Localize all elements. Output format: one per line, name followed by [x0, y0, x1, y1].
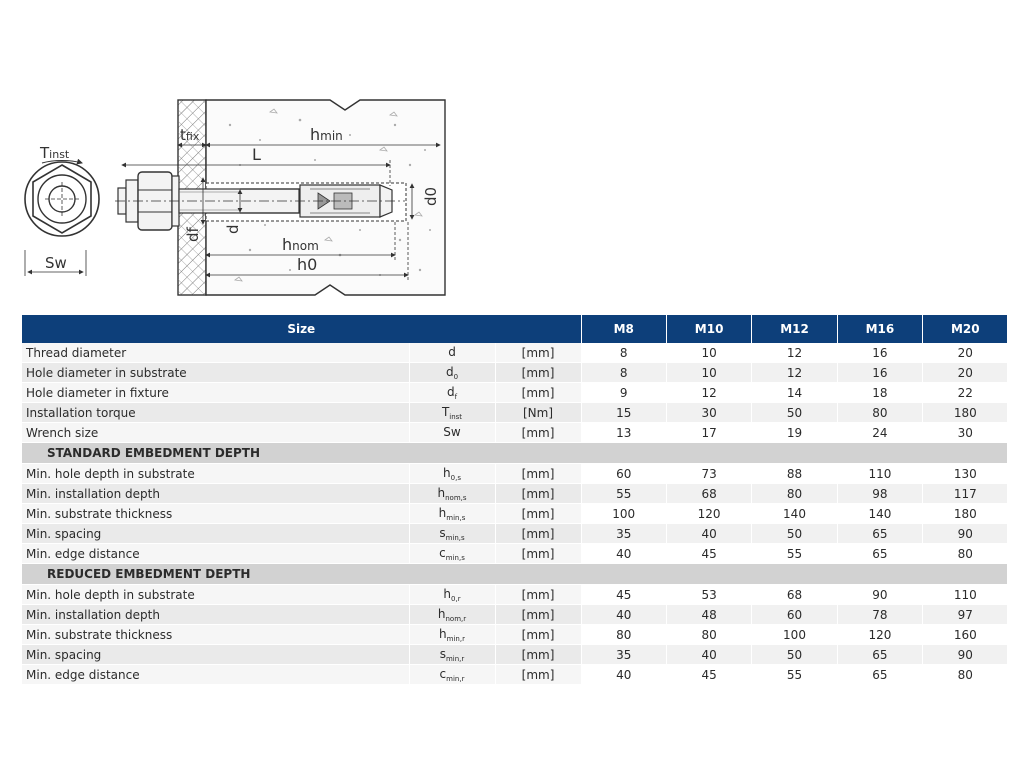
symbol-main: Sw	[443, 424, 461, 439]
row-value: 180	[923, 403, 1008, 423]
row-symbol	[409, 524, 495, 544]
row-value: 117	[923, 484, 1008, 504]
table-row	[22, 504, 1008, 524]
row-value: 80	[923, 665, 1008, 685]
row-unit: [Nm]	[495, 403, 581, 423]
section-reduced-embedment-title: REDUCED EMBEDMENT DEPTH	[22, 564, 1008, 585]
row-symbol	[409, 665, 495, 685]
row-value: 55	[581, 484, 666, 504]
row-unit: [mm]	[495, 605, 581, 625]
row-symbol	[409, 403, 495, 423]
sw-label: Sw	[45, 254, 67, 272]
symbol-subscript: min,s	[446, 513, 466, 522]
d0-label: d0	[422, 186, 440, 206]
row-value: 14	[752, 383, 837, 403]
row-value: 10	[666, 363, 751, 383]
row-unit: [mm]	[495, 585, 581, 605]
row-value: 68	[666, 484, 751, 504]
h-nom-label: hnom	[282, 235, 319, 254]
row-value: 90	[923, 645, 1008, 665]
row-value: 98	[837, 484, 922, 504]
row-symbol	[409, 383, 495, 403]
section-standard-embedment-title: STANDARD EMBEDMENT DEPTH	[22, 443, 1008, 464]
symbol-main: h	[438, 505, 447, 520]
symbol-main: d	[445, 364, 454, 379]
section-reduced-embedment	[22, 564, 1008, 585]
row-unit: [mm]	[495, 343, 581, 363]
size-header: Size	[22, 315, 581, 343]
row-value: 35	[581, 645, 666, 665]
row-label: Hole diameter in substrate	[22, 363, 409, 383]
df-label: df	[184, 227, 202, 242]
row-symbol	[409, 363, 495, 383]
row-label: Min. spacing	[22, 645, 409, 665]
row-value: 30	[666, 403, 751, 423]
size-col-m12: M12	[752, 315, 837, 343]
row-value: 55	[752, 544, 837, 564]
row-value: 20	[923, 343, 1008, 363]
row-unit: [mm]	[495, 484, 581, 504]
row-value: 8	[581, 343, 666, 363]
symbol-main: h	[443, 465, 451, 480]
row-value: 48	[666, 605, 751, 625]
row-value: 73	[666, 464, 751, 484]
row-value: 50	[752, 524, 837, 544]
symbol-subscript: nom,r	[445, 614, 467, 623]
table-row	[22, 544, 1008, 564]
row-label: Min. installation depth	[22, 605, 409, 625]
row-value: 88	[752, 464, 837, 484]
specification-table	[22, 315, 1008, 685]
row-value: 9	[581, 383, 666, 403]
row-label: Min. hole depth in substrate	[22, 585, 409, 605]
symbol-subscript: min,s	[445, 533, 465, 542]
symbol-subscript: f	[454, 392, 458, 401]
symbol-main: h	[443, 586, 452, 601]
table-row	[22, 464, 1008, 484]
row-symbol	[409, 464, 495, 484]
row-value: 180	[923, 504, 1008, 524]
row-value: 140	[837, 504, 922, 524]
row-symbol	[409, 504, 495, 524]
table-row	[22, 423, 1008, 443]
row-value: 68	[752, 585, 837, 605]
table-row	[22, 625, 1008, 645]
row-value: 12	[752, 363, 837, 383]
row-unit: [mm]	[495, 504, 581, 524]
row-unit: [mm]	[495, 524, 581, 544]
table-row	[22, 665, 1008, 685]
row-symbol	[409, 605, 495, 625]
row-value: 140	[752, 504, 837, 524]
row-value: 22	[923, 383, 1008, 403]
symbol-subscript: inst	[449, 412, 463, 421]
table-row	[22, 585, 1008, 605]
row-symbol	[409, 625, 495, 645]
row-value: 80	[752, 484, 837, 504]
row-value: 110	[837, 464, 922, 484]
row-value: 60	[581, 464, 666, 484]
row-value: 40	[581, 605, 666, 625]
row-value: 45	[666, 544, 751, 564]
symbol-subscript: min,r	[446, 674, 465, 683]
row-label: Min. hole depth in substrate	[22, 464, 409, 484]
symbol-main: s	[439, 646, 446, 661]
row-label: Min. substrate thickness	[22, 625, 409, 645]
symbol-main: d	[448, 344, 456, 359]
row-unit: [mm]	[495, 423, 581, 443]
symbol-main: h	[437, 606, 446, 621]
row-symbol	[409, 423, 495, 443]
row-symbol	[409, 645, 495, 665]
size-col-m10: M10	[666, 315, 751, 343]
t-fix-label: tfix	[180, 126, 200, 144]
row-value: 100	[752, 625, 837, 645]
symbol-main: c	[439, 545, 446, 560]
row-value: 45	[666, 665, 751, 685]
row-value: 50	[752, 403, 837, 423]
row-value: 13	[581, 423, 666, 443]
row-unit: [mm]	[495, 363, 581, 383]
row-unit: [mm]	[495, 383, 581, 403]
row-value: 35	[581, 524, 666, 544]
row-value: 53	[666, 585, 751, 605]
table-row	[22, 524, 1008, 544]
symbol-subscript: 0,r	[451, 594, 461, 603]
row-value: 19	[752, 423, 837, 443]
size-col-m16: M16	[837, 315, 922, 343]
row-value: 90	[837, 585, 922, 605]
t-inst-label: Tinst	[40, 144, 70, 162]
row-value: 16	[837, 363, 922, 383]
table-row	[22, 645, 1008, 665]
row-value: 97	[923, 605, 1008, 625]
row-label: Installation torque	[22, 403, 409, 423]
table-row	[22, 605, 1008, 625]
row-value: 130	[923, 464, 1008, 484]
row-value: 20	[923, 363, 1008, 383]
row-value: 45	[581, 585, 666, 605]
row-value: 65	[837, 524, 922, 544]
row-value: 110	[923, 585, 1008, 605]
row-label: Min. edge distance	[22, 665, 409, 685]
row-value: 50	[752, 645, 837, 665]
size-col-m8: M8	[581, 315, 666, 343]
row-label: Wrench size	[22, 423, 409, 443]
h0-label: h0	[297, 255, 318, 274]
symbol-main: T	[441, 404, 450, 419]
row-value: 16	[837, 343, 922, 363]
size-col-m20: M20	[923, 315, 1008, 343]
table-row	[22, 343, 1008, 363]
row-value: 80	[666, 625, 751, 645]
row-value: 78	[837, 605, 922, 625]
h-min-label: hmin	[310, 125, 343, 144]
symbol-subscript: 0	[453, 372, 459, 381]
row-value: 8	[581, 363, 666, 383]
row-unit: [mm]	[495, 665, 581, 685]
row-symbol	[409, 343, 495, 363]
table-body	[22, 343, 1008, 685]
table-row	[22, 403, 1008, 423]
row-value: 65	[837, 544, 922, 564]
row-unit: [mm]	[495, 464, 581, 484]
symbol-subscript: 0,s	[450, 473, 461, 482]
row-value: 120	[666, 504, 751, 524]
row-value: 40	[666, 645, 751, 665]
row-value: 40	[581, 665, 666, 685]
row-value: 55	[752, 665, 837, 685]
table-row	[22, 383, 1008, 403]
anchor-technical-drawing	[0, 0, 1024, 310]
row-value: 10	[666, 343, 751, 363]
row-unit: [mm]	[495, 544, 581, 564]
row-value: 80	[581, 625, 666, 645]
row-value: 65	[837, 665, 922, 685]
row-value: 17	[666, 423, 751, 443]
row-symbol	[409, 484, 495, 504]
row-symbol	[409, 585, 495, 605]
row-value: 30	[923, 423, 1008, 443]
row-value: 40	[581, 544, 666, 564]
row-value: 80	[837, 403, 922, 423]
l-label: L	[252, 145, 261, 164]
row-label: Thread diameter	[22, 343, 409, 363]
row-value: 120	[837, 625, 922, 645]
symbol-main: c	[439, 666, 447, 681]
row-label: Min. edge distance	[22, 544, 409, 564]
row-label: Min. spacing	[22, 524, 409, 544]
symbol-main: h	[437, 485, 446, 500]
row-label: Min. substrate thickness	[22, 504, 409, 524]
row-value: 12	[666, 383, 751, 403]
section-standard-embedment	[22, 443, 1008, 464]
table-row	[22, 484, 1008, 504]
symbol-subscript: min,r	[445, 654, 465, 663]
row-label: Hole diameter in fixture	[22, 383, 409, 403]
symbol-main: h	[439, 626, 447, 641]
row-value: 15	[581, 403, 666, 423]
row-symbol	[409, 544, 495, 564]
row-unit: [mm]	[495, 645, 581, 665]
row-value: 100	[581, 504, 666, 524]
d-label: d	[224, 224, 242, 234]
row-value: 18	[837, 383, 922, 403]
table-row	[22, 363, 1008, 383]
table-header-row	[22, 315, 1008, 343]
row-value: 90	[923, 524, 1008, 544]
symbol-subscript: min,r	[446, 634, 465, 643]
row-value: 60	[752, 605, 837, 625]
row-value: 12	[752, 343, 837, 363]
symbol-main: s	[439, 525, 446, 540]
symbol-subscript: nom,s	[445, 493, 467, 502]
row-value: 40	[666, 524, 751, 544]
symbol-main: d	[446, 384, 455, 399]
row-value: 65	[837, 645, 922, 665]
row-label: Min. installation depth	[22, 484, 409, 504]
row-value: 24	[837, 423, 922, 443]
row-value: 80	[923, 544, 1008, 564]
row-value: 160	[923, 625, 1008, 645]
symbol-subscript: min,s	[445, 553, 465, 562]
row-unit: [mm]	[495, 625, 581, 645]
